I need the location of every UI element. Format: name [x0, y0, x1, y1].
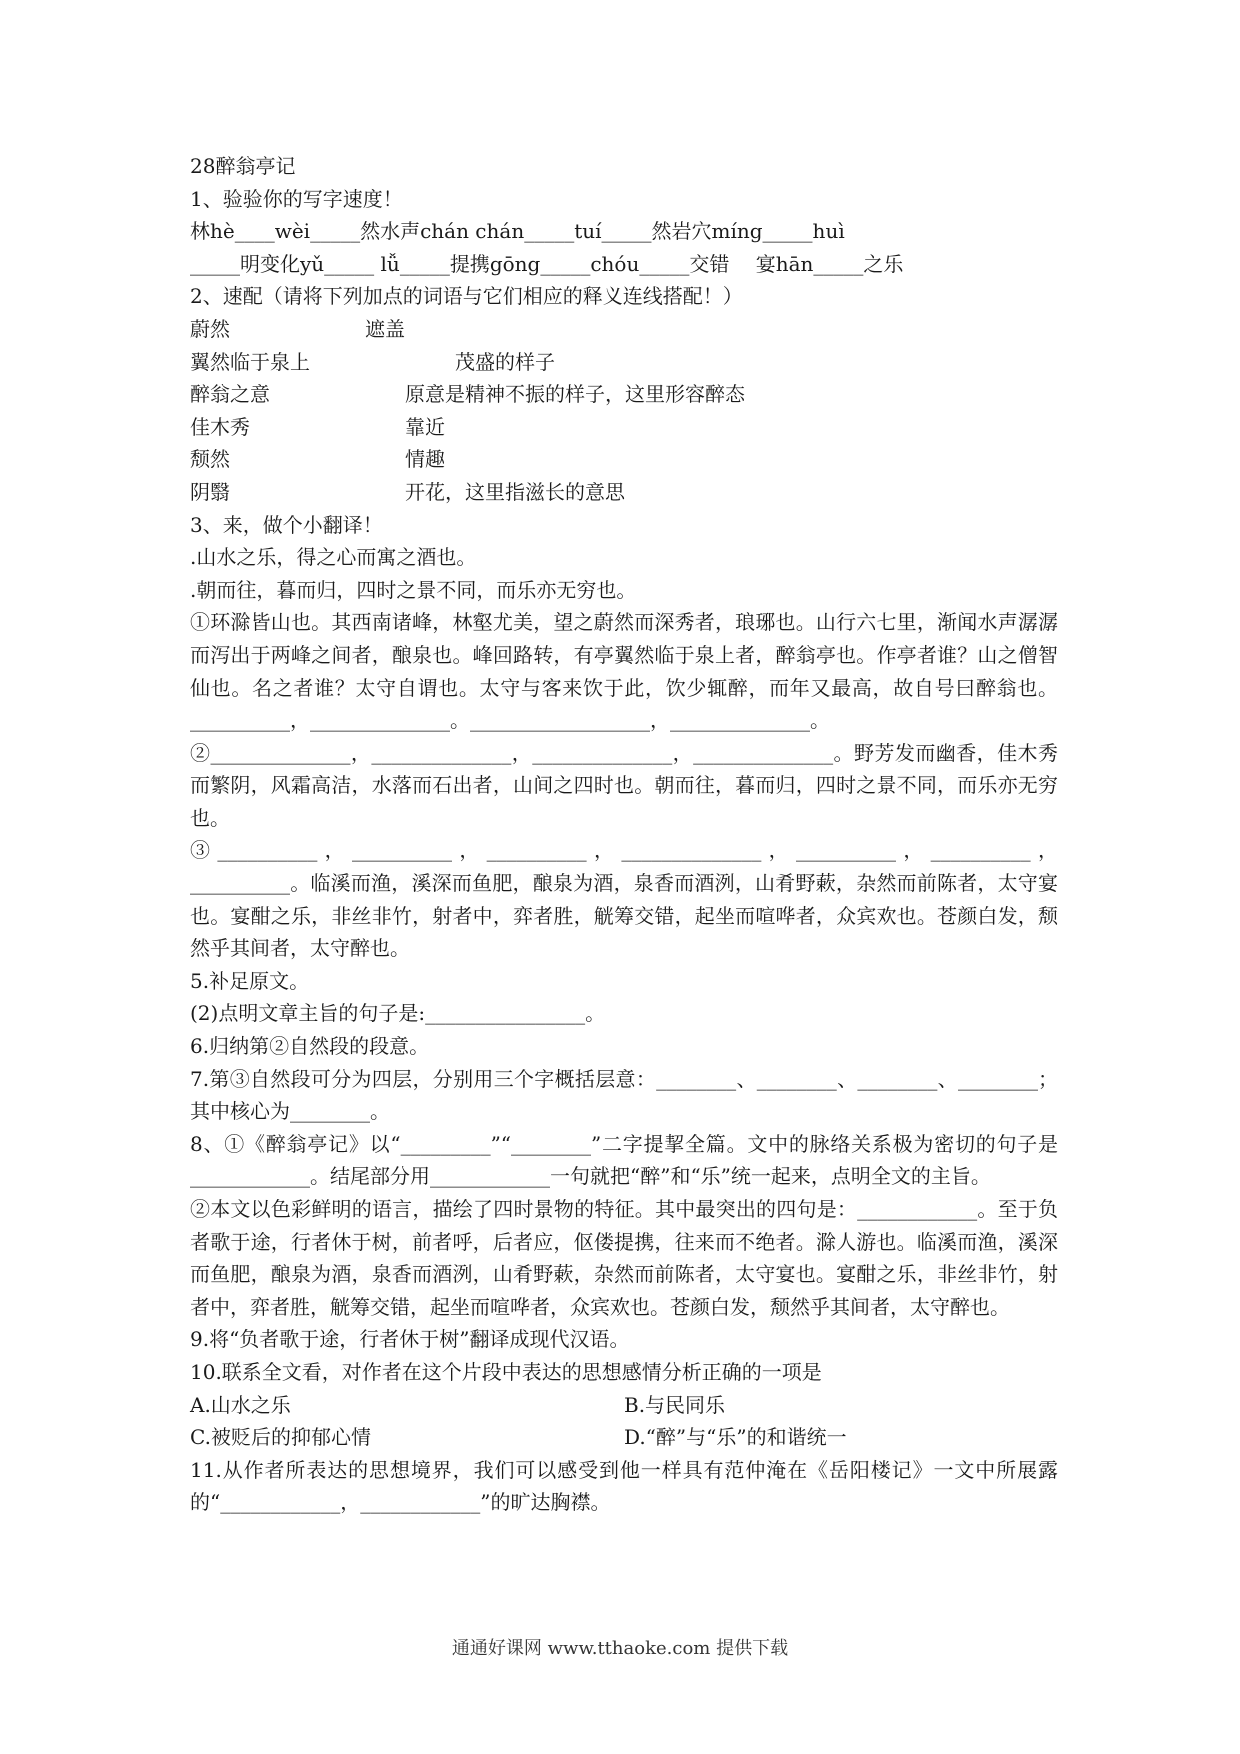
- match-term: 颓然: [190, 447, 230, 472]
- passage-paragraph-3: ③__________，__________，__________，______________，__________，__________，__________。临溪而渔，溪深而鱼肥，酿泉为酒，泉香而酒洌，山肴野蔌，杂然而前陈者，太守宴也。宴酣之乐，非丝非竹，射者中，弈者胜，觥筹交错，起坐而喧哗者，众宾欢也。苍颜白发，颓然乎其间者，太守醉也。: [190, 838, 1058, 961]
- option-d: D.“醉”与“乐”的和谐统一: [624, 1425, 847, 1450]
- q3-heading: 3、来，做个小翻译！: [190, 512, 383, 537]
- q3-sentence-2: .朝而往，暮而归，四时之景不同，而乐亦无穷也。: [190, 577, 637, 602]
- q8-part-1: 8、①《醉翁亭记》以“_________”“________”二字提挈全篇。文中的脉络关系极为密切的句子是____________。结尾部分用____________一句就把“醉”和“乐”统一起来，点明全文的主旨。: [190, 1131, 1058, 1189]
- match-term: 蔚然: [190, 316, 230, 341]
- match-definition: 茂盛的样子: [455, 349, 555, 374]
- match-definition: 遮盖: [365, 316, 405, 341]
- match-term: 翼然临于泉上: [190, 349, 310, 374]
- document-body: [190, 150, 1058, 1519]
- q5-heading: 5.补足原文。: [190, 968, 310, 993]
- q8-part-2: ②本文以色彩鲜明的语言，描绘了四时景物的特征。其中最突出的四句是：____________。至于负者歌于途，行者休于树，前者呼，后者应，伛偻提携，往来而不绝者。滁人游也。临溪而渔，溪深而鱼肥，酿泉为酒，泉香而酒洌，山肴野蔌，杂然而前陈者，太守宴也。宴酣之乐，非丝非竹，射者中，弈者胜，觥筹交错，起坐而喧哗者，众宾欢也。苍颜白发，颓然乎其间者，太守醉也。: [190, 1197, 1058, 1319]
- match-definition: 靠近: [405, 414, 445, 439]
- q1-heading: 1、验验你的写字速度！: [190, 186, 403, 211]
- page-title: 28醉翁亭记: [190, 154, 296, 178]
- passage-paragraph-2: ②______________，______________，______________，______________。野芳发而幽香，佳木秀而繁阴，风霜高洁，水落而石出者，山间之四时也。朝而往，暮而归，四时之景不同，而乐亦无穷也。: [190, 740, 1058, 830]
- q7-question: 7.第③自然段可分为四层，分别用三个字概括层意：________、________、________、________；其中核心为________。: [190, 1066, 1058, 1124]
- q1-line-2: _____明变化yǔ_____ lǚ_____提携gōng_____chóu_____交错 宴hān_____之乐: [190, 251, 904, 276]
- match-definition: 原意是精神不振的样子，这里形容醉态: [405, 382, 745, 407]
- match-definition: 情趣: [405, 447, 445, 472]
- q1-line-1: 林hè____wèi_____然水声chán chán_____tuí_____然岩穴míng_____huì: [190, 219, 845, 244]
- q10-options-row: [190, 1389, 1058, 1422]
- q2-heading: 2、速配（请将下列加点的词语与它们相应的释义连线搭配！）: [190, 284, 743, 309]
- option-c: C.被贬后的抑郁心情: [190, 1425, 371, 1450]
- q11-question: 11.从作者所表达的思想境界，我们可以感受到他一样具有范仲淹在《岳阳楼记》一文中所展露的“____________，____________”的旷达胸襟。: [190, 1457, 1058, 1515]
- q9-question: 9.将“负者歌于途，行者休于树”翻译成现代汉语。: [190, 1327, 630, 1352]
- option-a: A.山水之乐: [190, 1392, 291, 1417]
- match-definition: 开花，这里指滋长的意思: [405, 479, 625, 504]
- passage-paragraph-1: ①环滁皆山也。其西南诸峰，林壑尤美，望之蔚然而深秀者，琅琊也。山行六七里，渐闻水声潺潺而泻出于两峰之间者，酿泉也。峰回路转，有亭翼然临于泉上者，醉翁亭也。作亭者谁？山之僧智仙也。名之者谁？太守自谓也。太守与客来饮于此，饮少辄醉，而年又最高，故自号曰醉翁也。__________，______________。__________________，______________。: [190, 610, 1058, 733]
- q10-options-row: [190, 1421, 1058, 1454]
- match-row: [190, 443, 1058, 476]
- match-row: [190, 476, 1058, 509]
- q5-sub: (2)点明文章主旨的句子是:________________。: [190, 1001, 606, 1026]
- match-term: 阴翳: [190, 479, 230, 504]
- option-b: B.与民同乐: [624, 1392, 726, 1417]
- match-term: 醉翁之意: [190, 382, 270, 407]
- match-row: [190, 346, 1058, 379]
- q10-stem: 10.联系全文看，对作者在这个片段中表达的思想感情分析正确的一项是: [190, 1359, 822, 1384]
- q6-question: 6.归纳第②自然段的段意。: [190, 1034, 430, 1059]
- match-row: [190, 313, 1058, 346]
- match-row: [190, 378, 1058, 411]
- page-footer: 通通好课网 www.tthaoke.com 提供下载: [451, 1638, 789, 1659]
- match-term: 佳木秀: [190, 414, 250, 439]
- match-row: [190, 411, 1058, 444]
- q3-sentence-1: .山水之乐，得之心而寓之酒也。: [190, 545, 477, 570]
